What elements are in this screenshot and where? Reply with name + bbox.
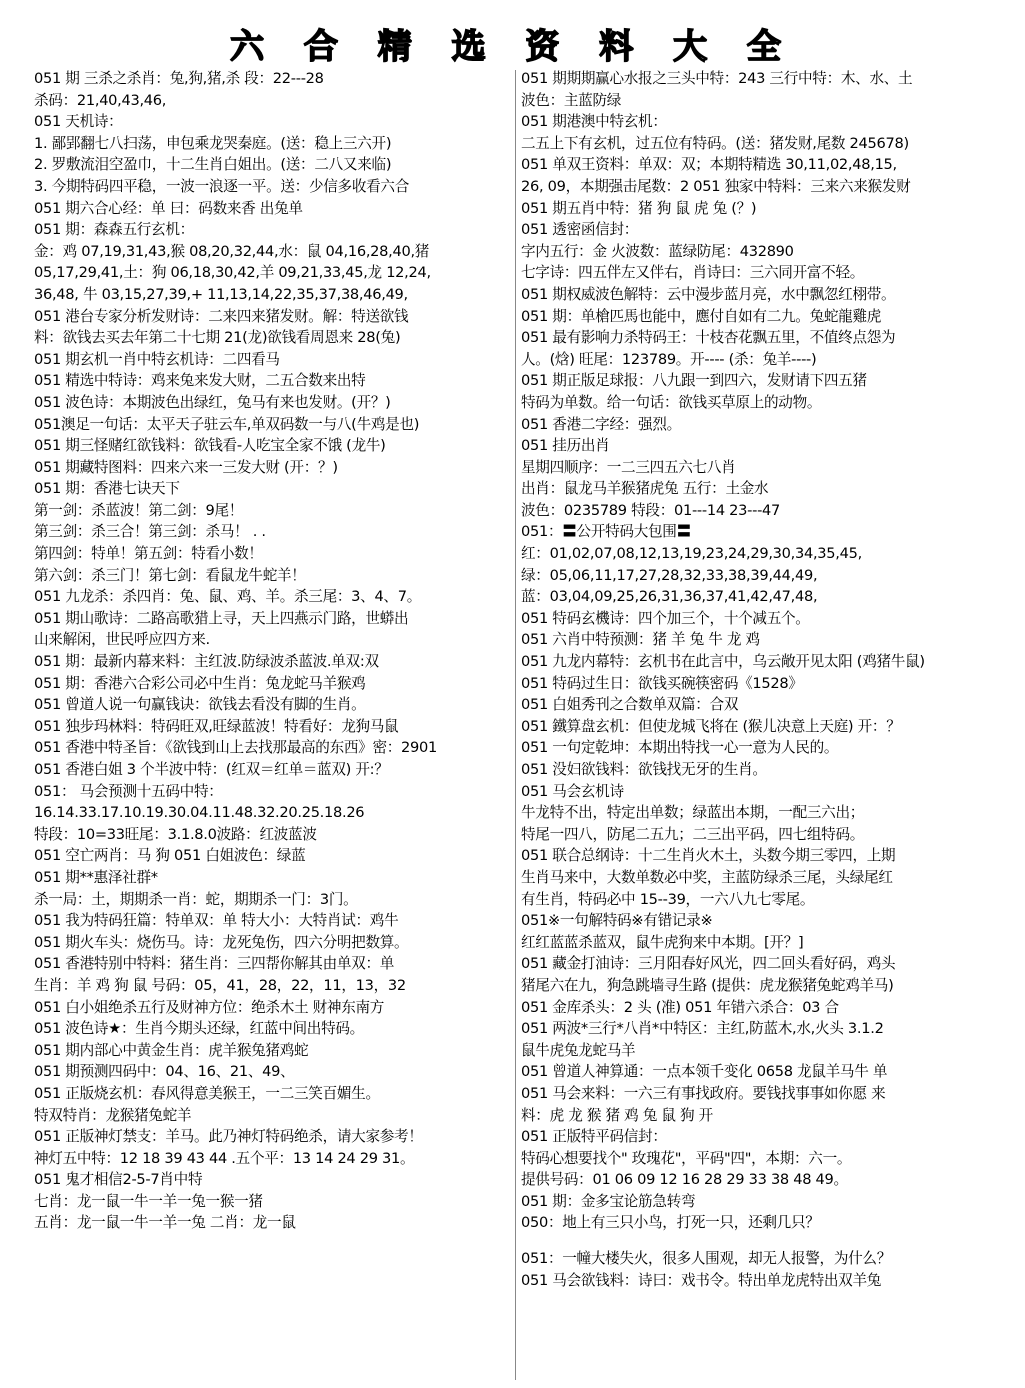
text-line: 051 天机诗： bbox=[34, 113, 123, 131]
text-line: 051 期：最新内幕来料：主红波.防绿波杀蓝波.单双:双 bbox=[34, 653, 379, 671]
text-line: 051 曾道人说一句赢钱诀：欲钱去看没有脚的生肖。 bbox=[34, 696, 366, 714]
text-line: 051 透密函信封： bbox=[521, 221, 639, 239]
text-line: 特双特肖：龙猴猪兔蛇羊 bbox=[34, 1106, 192, 1124]
text-line: 人。(焓) 旺尾：123789。开---- (杀：兔羊----) bbox=[521, 350, 817, 368]
text-line: 七字诗：四五伴左又伴右，肖诗曰：三六同开富不轻。 bbox=[521, 264, 865, 282]
text-line: 红红蓝蓝杀蓝双，鼠牛虎狗来中本期。[开？] bbox=[521, 933, 804, 951]
text-line: 金：鸡 07,19,31,43,猴 08,20,32,44,水：鼠 04,16,28,40,猪 bbox=[34, 242, 430, 260]
text-line: 051 期：香港六合彩公司必中生肖：兔龙蛇马羊猴鸡 bbox=[34, 674, 366, 692]
text-line: 051澳足一句话：太平天子驻云车,单双码数一与八(牛鸡是也) bbox=[34, 415, 420, 433]
text-line: 051※一句解特码※有错记录※ bbox=[521, 912, 713, 930]
text-line: 料：虎 龙 猴 猪 鸡 兔 鼠 狗 开 bbox=[521, 1106, 713, 1124]
text-line: 051 最有影响力杀特码王：十枝杏花飘五里，不值终点怨为 bbox=[521, 329, 896, 347]
text-line: 051 期三怪赌红欲钱料：欲钱看-人吃宝全家不饿 (龙牛) bbox=[34, 437, 386, 455]
page-title-text: 六 合 精 选 资 料 大 全 bbox=[230, 26, 795, 67]
text-line: 五肖：龙一鼠一牛一羊一兔 二肖：龙一鼠 bbox=[34, 1214, 296, 1232]
text-line: 051 独步玛林料：特码旺双,旺绿蓝波！特看好：龙狗马鼠 bbox=[34, 717, 399, 735]
text-line: 字内五行：金 火波数：蓝绿防尾：432890 bbox=[521, 242, 794, 260]
text-line: 051 香港中特圣旨：《欲钱到山上去找那最高的东西》密：2901 bbox=[34, 739, 437, 757]
text-line: 料：欲钱去买去年第二十七期 21(龙)欲钱看周恩来 28(兔) bbox=[34, 329, 401, 347]
text-line: 051 期：单槍匹馬也能中，應付自如有二九。兔蛇龍雞虎 bbox=[521, 307, 882, 325]
text-line: 神灯五中特：12 18 39 43 44 .五个平：13 14 24 29 31。 bbox=[34, 1149, 415, 1167]
text-line: 第一剑：杀蓝波！第二剑：9尾！ bbox=[34, 501, 244, 519]
text-line: 2. 罗敷流泪空盈巾，十二生肖白姐出。(送：二八又来临) bbox=[34, 156, 392, 174]
text-line: 第六剑：杀三门！第七剑：看鼠龙牛蛇羊！ bbox=[34, 566, 306, 584]
text-line: 051 九龙内幕特：玄机书在此言中，乌云敞开见太阳 (鸡猪牛鼠) bbox=[521, 653, 925, 671]
text-line: 051 鐵算盘玄机：但使龙城飞将在 (猴儿决意上天庭) 开：？ bbox=[521, 717, 901, 735]
text-line: 051 期权威波色解特：云中漫步蓝月亮，水中飘忽红栩带。 bbox=[521, 285, 896, 303]
text-line: 051 马会玄机诗 bbox=[521, 782, 624, 800]
text-line: 051 期藏特图料：四来六来一三发大财 (开：？) bbox=[34, 458, 338, 476]
text-line: 051 正版神灯禁支：羊马。此乃神灯特码绝杀，请大家参考！ bbox=[34, 1128, 423, 1146]
text-line: 36,48, 牛 03,15,27,39,+ 11,13,14,22,35,37,38,46,49, bbox=[34, 285, 408, 303]
text-line: 出肖：鼠龙马羊猴猪虎兔 五行：土金水 bbox=[521, 480, 769, 498]
text-line: 051 单双王资料：单双：双；本期特精选 30,11,02,48,15, bbox=[521, 156, 897, 174]
text-line: 051 香港特别中特料：猪生肖：三四帮你解其由单双：单 bbox=[34, 955, 395, 973]
text-line: 051：一幢大楼失火，很多人围观，却无人报警，为什么？ bbox=[521, 1250, 892, 1268]
text-line: 波色：0235789 特段：01---14 23---47 bbox=[521, 501, 781, 519]
text-line: 051 香港二字经：强烈。 bbox=[521, 415, 681, 433]
text-line: 红：01,02,07,08,12,13,19,23,24,29,30,34,35,45, bbox=[521, 545, 862, 563]
text-line: 051 我为特码狂篇：特单双：单 特大小：大特肖试：鸡牛 bbox=[34, 912, 399, 930]
text-line: 牛龙特不出，特定出单数；绿蓝出本期，一配三六出； bbox=[521, 804, 865, 822]
text-line: 生肖：羊 鸡 狗 鼠 号码：05，41，28，22，11，13，32 bbox=[34, 976, 406, 994]
text-line: 七肖：龙一鼠一牛一羊一兔一猴一猪 bbox=[34, 1192, 263, 1210]
text-line: 051 藏金打油诗：三月阳春好风光，四二回头看好码，鸡头 bbox=[521, 955, 896, 973]
text-line: 051 期：森森五行玄机： bbox=[34, 221, 194, 239]
text-line bbox=[521, 1234, 1003, 1248]
text-line: 051 香港白姐 3 个半波中特：(红双＝红单＝蓝双) 开:？ bbox=[34, 761, 389, 778]
text-line: 050：地上有三只小鸟，打死一只，还剩几只？ bbox=[521, 1214, 820, 1232]
text-line: 3. 今期特码四平稳，一波一浪逐一平。送：少信多收看六合 bbox=[34, 177, 410, 195]
text-line: 051 期期期赢心水报之三头中特：243 三行中特：木、水、土 bbox=[521, 70, 913, 87]
text-line: 特码为单数。给一句话：欲钱买草原上的动物。 bbox=[521, 393, 822, 411]
text-line: 有生肖，特码必中 15--39，一六八九七零尾。 bbox=[521, 890, 815, 908]
text-line: 051 期六合心经：单 曰：码数来香 出兔单 bbox=[34, 199, 303, 217]
text-line: 第四剑：特单！第五剑：特看小数！ bbox=[34, 545, 263, 563]
text-line: 051 期：金多宝论筋急转弯 bbox=[521, 1192, 696, 1210]
text-line: 051：〓公开特码大包围〓 bbox=[521, 523, 691, 541]
right-column bbox=[521, 68, 1003, 1382]
text-line: 杀一局：土，期期杀一肖：蛇，期期杀一门：3门。 bbox=[34, 890, 358, 908]
text-line: 1. 鄙郢翻七八扫荡，申包乘龙哭秦庭。(送：稳上三六开) bbox=[34, 134, 392, 152]
text-line: 特码心想要找个" 玫瑰花"，平码"四"，本期：六一。 bbox=[521, 1149, 852, 1167]
text-line: 051 期火车头：烧伤马。诗：龙死兔伤，四六分明把数算。 bbox=[34, 933, 409, 951]
text-line: 特段：10=33旺尾：3.1.8.0波路：红波蓝波 bbox=[34, 825, 317, 843]
text-line: 051 白姐秀刊之合数单双篇：合双 bbox=[521, 696, 739, 714]
text-line: 杀码：21,40,43,46, bbox=[34, 91, 167, 109]
left-column bbox=[34, 68, 512, 1382]
text-line: 051 期**惠泽社群* bbox=[34, 868, 158, 886]
text-line: 051 期五肖中特：猪 狗 鼠 虎 兔 (？) bbox=[521, 199, 757, 217]
text-line: 051 马会欲钱料：诗曰：戏书令。特出单龙虎特出双羊兔 bbox=[521, 1271, 882, 1289]
text-line: 051 曾道人神算通：一点本领千变化 0658 龙鼠羊马牛 单 bbox=[521, 1063, 888, 1081]
text-line: 051 精选中特诗：鸡来兔来发大财，二五合数来出特 bbox=[34, 372, 366, 390]
text-line: 提供号码：01 06 09 12 16 28 29 33 38 48 49。 bbox=[521, 1171, 848, 1189]
text-line: 051 白小姐绝杀五行及财神方位：绝杀木土 财神东南方 bbox=[34, 998, 385, 1016]
text-line: 051 金库杀头：2 头 (准) 051 年错六杀合：03 合 bbox=[521, 998, 839, 1016]
text-line: 二五上下有玄机，过五位有特码。(送：猪发财,尾数 245678) bbox=[521, 134, 909, 152]
text-line: 051 特码过生日：欲钱买碗筷密码《1528》 bbox=[521, 674, 803, 692]
text-line: 051 期内部心中黄金生肖：虎羊猴兔猪鸡蛇 bbox=[34, 1041, 309, 1059]
text-line: 鼠牛虎兔龙蛇马羊 bbox=[521, 1041, 636, 1059]
text-line: 051 九龙杀：杀四肖：兔、鼠、鸡、羊。杀三尾：3、4、7。 bbox=[34, 588, 422, 606]
text-line: 051 六肖中特预测：猪 羊 兔 牛 龙 鸡 bbox=[521, 631, 760, 649]
text-line: 051： 马会预测十五码中特： bbox=[34, 782, 223, 800]
text-line: 051 没妇欲钱料：欲钱找无牙的生肖。 bbox=[521, 761, 767, 778]
text-line: 051 鬼才相信2-5-7肖中特 bbox=[34, 1171, 203, 1189]
text-line: 星期四顺序：一二三四五六七八肖 bbox=[521, 458, 736, 476]
text-line: 051 期山歌诗：二路高歌猎上寻，天上四燕示门路，世蟒出 bbox=[34, 609, 409, 627]
text-line: 051 两波*三行*八肖*中特区：主红,防蓝木,水,火头 3.1.2 bbox=[521, 1020, 884, 1038]
text-line: 16.14.33.17.10.19.30.04.11.48.32.20.25.18.26 bbox=[34, 804, 365, 822]
text-line: 第三剑：杀三合！第三剑：杀马！ . . bbox=[34, 523, 266, 541]
text-line: 051 马会来料：一六三有事找政府。要钱找事事如你愿 来 bbox=[521, 1084, 886, 1102]
text-line: 猪尾六在九，狗急跳墙寻生路 (提供：虎龙猴猪兔蛇鸡羊马) bbox=[521, 976, 894, 994]
text-line: 051 空亡两肖：马 狗 051 白姐波色：绿蓝 bbox=[34, 847, 306, 865]
text-line: 051 期玄机一肖中特玄机诗：二四看马 bbox=[34, 350, 280, 368]
text-line: 051 期 三杀之杀肖：兔,狗,猪,杀 段：22---28 bbox=[34, 70, 324, 87]
text-line: 051 正版特平码信封： bbox=[521, 1128, 667, 1146]
text-line: 051 挂历出肖 bbox=[521, 437, 610, 455]
text-line: 051 期预测四码中：04、16、21、49、 bbox=[34, 1063, 295, 1081]
text-line: 051 一句定乾坤：本期出特找一心一意为人民的。 bbox=[521, 739, 839, 757]
text-line: 蓝：03,04,09,25,26,31,36,37,41,42,47,48, bbox=[521, 588, 818, 606]
text-line: 051 正版烧玄机：春风得意美猴王，一二三笑百媚生。 bbox=[34, 1084, 380, 1102]
text-line: 051 特码玄機诗：四个加三个，十个减五个。 bbox=[521, 609, 810, 627]
text-line: 051 港台专家分析发财诗：二来四来猪发财。解：特送欲钱 bbox=[34, 307, 409, 325]
text-line: 051 期：香港七诀天下 bbox=[34, 480, 180, 498]
text-line: 051 波色诗★：生肖今期头还绿，红蓝中间出特码。 bbox=[34, 1020, 364, 1038]
page-title bbox=[0, 18, 1025, 68]
text-line: 05,17,29,41,土：狗 06,18,30,42,羊 09,21,33,45,龙 12,24, bbox=[34, 264, 431, 282]
text-line: 特尾一四八，防尾二五九；二三出平码，四七组特码。 bbox=[521, 825, 865, 843]
text-line: 山来解闲，世民呼应四方来. bbox=[34, 631, 210, 649]
text-line: 051 期港澳中特玄机： bbox=[521, 113, 667, 131]
text-line: 生肖马来中，大数单数必中奖，主蓝防绿杀三尾，头绿尾红 bbox=[521, 868, 893, 886]
text-line: 051 联合总纲诗：十二生肖火木土，头数今期三零四，上期 bbox=[521, 847, 896, 865]
text-line: 051 期正版足球报：八九跟一到四六，发财请下四五猪 bbox=[521, 372, 867, 390]
text-line: 波色：主蓝防绿 bbox=[521, 91, 622, 109]
text-line: 051 波色诗：本期波色出绿红，兔马有来也发财。(开？) bbox=[34, 393, 391, 411]
text-line: 绿：05,06,11,17,27,28,32,33,38,39,44,49, bbox=[521, 566, 818, 584]
text-line: 26, 09，本期强击尾数：2 051 独家中特料：三来六来猴发财 bbox=[521, 177, 911, 195]
column-divider bbox=[515, 70, 516, 1380]
